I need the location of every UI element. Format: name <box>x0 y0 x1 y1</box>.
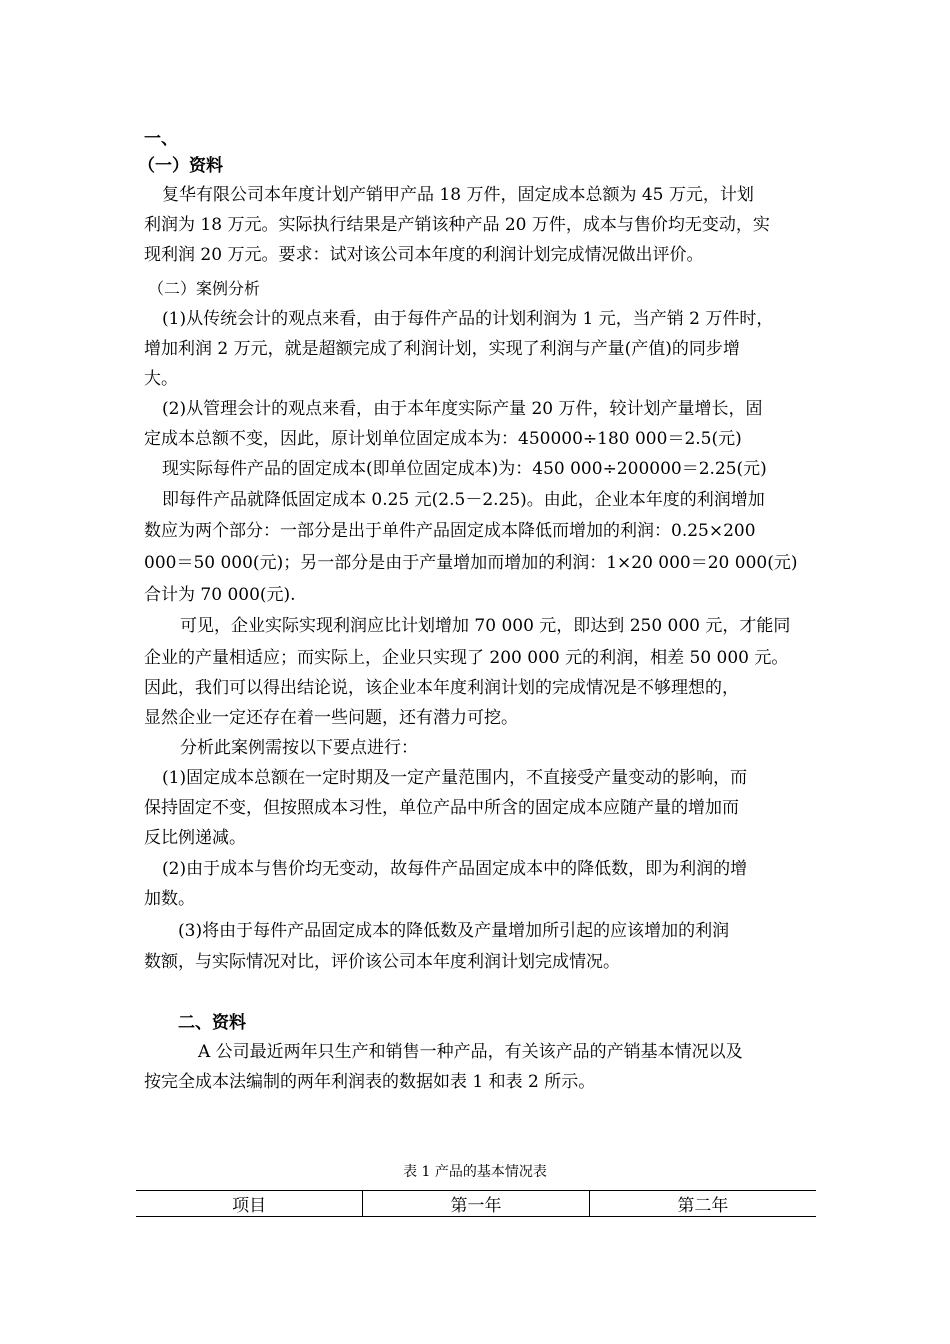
table1 <box>136 1190 816 1217</box>
analysis-line: 数额，与实际情况对比，评价该公司本年度利润计划完成情况。 <box>144 952 620 972</box>
material-line: 复华有限公司本年度计划产销甲产品 18 万件，固定成本总额为 45 万元，计划 <box>162 185 754 205</box>
analysis-line: 显然企业一定还存在着一些问题，还有潜力可挖。 <box>144 708 518 728</box>
material-line: 现利润 20 万元。要求：试对该公司本年度的利润计划完成情况做出评价。 <box>144 245 704 265</box>
table-header-cell: 第二年 <box>589 1191 816 1217</box>
analysis-line: 定成本总额不变，因此，原计划单位固定成本为：450000÷180 000＝2.5(元) <box>144 429 742 449</box>
table-header-cell: 第一年 <box>363 1191 590 1217</box>
analysis-line: 增加利润 2 万元，就是超额完成了利润计划，实现了利润与产量(产值)的同步增 <box>144 339 740 359</box>
section1-heading: 一、 <box>144 129 178 149</box>
section1-sub-material: （一）资料 <box>138 156 223 176</box>
table1-caption: 表 1 产品的基本情况表 <box>403 1164 547 1180</box>
analysis-line: (3)将由于每件产品固定成本的降低数及产量增加所引起的应该增加的利润 <box>178 921 730 941</box>
analysis-line: (2)由于成本与售价均无变动，故每件产品固定成本中的降低数，即为利润的增 <box>162 859 748 879</box>
material-line: 利润为 18 万元。实际执行结果是产销该种产品 20 万件，成本与售价均无变动，实 <box>144 215 770 235</box>
analysis-line: 大。 <box>144 369 178 389</box>
analysis-line: 数应为两个部分：一部分是出于单件产品固定成本降低而增加的利润：0.25×200 <box>144 521 756 541</box>
section2-heading: 二、资料 <box>178 1013 246 1033</box>
analysis-line: (2)从管理会计的观点来看，由于本年度实际产量 20 万件，较计划产量增长，固 <box>162 399 763 419</box>
section2-text-line: 按完全成本法编制的两年利润表的数据如表 1 和表 2 所示。 <box>144 1072 596 1092</box>
analysis-line: 反比例递减。 <box>144 828 246 848</box>
analysis-line: 企业的产量相适应；而实际上，企业只实现了 200 000 元的利润，相差 50 000 元。 <box>144 648 789 668</box>
analysis-line: 分析此案例需按以下要点进行： <box>180 738 418 758</box>
analysis-line: 可见，企业实际实现利润应比计划增加 70 000 元，即达到 250 000 元，才能同 <box>180 616 791 636</box>
analysis-line: 即每件产品就降低固定成本 0.25 元(2.5－2.25)。由此，企业本年度的利润增加 <box>162 490 765 510</box>
section1-sub-analysis: （二）案例分析 <box>148 279 261 298</box>
analysis-line: 加数。 <box>144 889 195 909</box>
analysis-line: 合计为 70 000(元). <box>144 585 296 605</box>
section2-text-line: A 公司最近两年只生产和销售一种产品，有关该产品的产销基本情况以及 <box>198 1042 743 1062</box>
analysis-line: 000＝50 000(元)；另一部分是由于产量增加而增加的利润：1×20 000＝20 000(元) <box>144 553 798 573</box>
table-header-row <box>136 1191 816 1217</box>
analysis-line: (1)从传统会计的观点来看，由于每件产品的计划利润为 1 元，当产销 2 万件时， <box>162 309 774 329</box>
analysis-line: 现实际每件产品的固定成本(即单位固定成本)为：450 000÷200000＝2.25(元) <box>162 459 767 479</box>
analysis-line: 保持固定不变，但按照成本习性，单位产品中所含的固定成本应随产量的增加而 <box>144 798 739 818</box>
analysis-line: (1)固定成本总额在一定时期及一定产量范围内，不直接受产量变动的影响，而 <box>162 768 748 788</box>
table-header-cell: 项目 <box>136 1191 363 1217</box>
analysis-line: 因此，我们可以得出结论说，该企业本年度利润计划的完成情况是不够理想的， <box>144 678 739 698</box>
